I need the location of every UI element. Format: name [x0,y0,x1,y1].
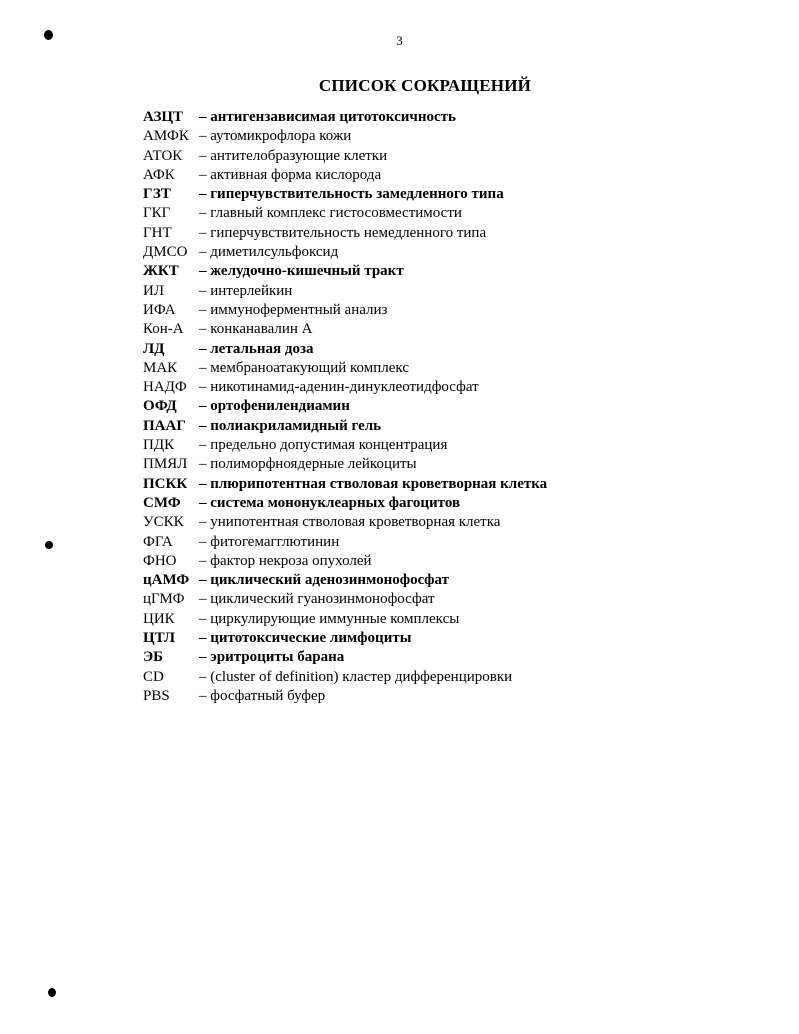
abbreviation-term: ФНО [143,552,177,569]
abbreviation-definition: – циркулирующие иммунные комплексы [199,610,460,627]
abbreviation-term: Кон-А [143,321,184,338]
abbreviation-term: ИФА [143,301,176,318]
abbreviation-term: ПААГ [143,417,186,434]
abbreviation-term: цГМФ [143,591,185,608]
abbreviation-row [143,475,743,494]
abbreviation-definition: – предельно допустимая концентрация [199,437,448,454]
abbreviation-term: АЗЦТ [143,109,184,125]
abbreviation-definition: – (cluster of definition) кластер дифференцировки [199,668,513,685]
punch-hole-mark [48,988,56,997]
page-number: 3 [396,33,403,48]
abbreviation-definition: – антителобразующие клетки [199,147,388,164]
abbreviation-definition: – фитогемагглютинин [199,533,340,550]
abbreviation-definition: – диметилсульфоксид [199,244,339,261]
abbreviation-definition: – мембраноатакующий комплекс [199,359,409,376]
abbreviation-definition: – активная форма кислорода [199,166,382,183]
abbreviation-row [143,436,743,455]
abbreviation-term: ПДК [143,437,175,454]
abbreviation-term: ЦТЛ [143,630,176,647]
abbreviation-row [143,340,743,359]
abbreviation-term: ИЛ [143,282,165,299]
abbreviation-row [143,224,743,243]
abbreviation-definition: – конканавалин А [199,321,313,338]
abbreviation-row [143,204,743,223]
abbreviation-definition: – аутомикрофлора кожи [199,128,352,145]
abbreviation-definition: – система мононуклеарных фагоцитов [199,494,461,511]
abbreviation-row [143,494,743,513]
abbreviation-row [143,282,743,301]
abbreviation-row [143,417,743,436]
abbreviation-term: АМФК [143,128,189,145]
abbreviation-term: PBS [143,687,170,704]
abbreviation-list [143,108,743,706]
abbreviation-definition: – гиперчувствительность замедленного типа [199,186,504,203]
abbreviation-row [143,127,743,146]
abbreviation-definition: – фактор некроза опухолей [199,552,372,569]
abbreviation-row [143,397,743,416]
abbreviation-definition: – желудочно-кишечный тракт [199,263,404,280]
abbreviation-term: ПСКК [143,475,188,492]
abbreviation-term: ПМЯЛ [143,456,188,473]
abbreviation-row [143,668,743,687]
abbreviation-term: ФГА [143,533,173,550]
abbreviation-row [143,610,743,629]
abbreviation-term: ГЗТ [143,186,171,203]
abbreviation-definition: – циклический аденозинмонофосфат [199,572,449,589]
abbreviation-row [143,648,743,667]
abbreviation-term: НАДФ [143,379,187,396]
abbreviation-definition: – плюрипотентная стволовая кроветворная клетка [199,475,548,492]
abbreviation-term: ЭБ [143,649,164,666]
abbreviation-term: ОФД [143,398,177,415]
abbreviation-row [143,185,743,204]
abbreviation-row [143,320,743,339]
abbreviation-row [143,147,743,166]
abbreviation-definition: – никотинамид-аденин-динуклеотидфосфат [199,379,479,396]
abbreviation-term: МАК [143,359,178,376]
abbreviation-row [143,301,743,320]
abbreviation-definition: – унипотентная стволовая кроветворная клетка [199,514,501,531]
abbreviation-row [143,108,743,127]
abbreviation-definition: – полиморфноядерные лейкоциты [199,456,417,473]
abbreviation-term: СМФ [143,494,181,511]
abbreviation-definition: – интерлейкин [199,282,293,299]
abbreviation-row [143,455,743,474]
abbreviation-term: ГКГ [143,205,171,222]
abbreviation-term: CD [143,668,164,685]
abbreviation-definition: – главный комплекс гистосовместимости [199,205,462,222]
abbreviation-definition: – полиакриламидный гель [199,417,382,434]
abbreviation-row [143,590,743,609]
abbreviation-row [143,552,743,571]
punch-hole-mark [45,541,53,549]
abbreviation-definition: – цитотоксические лимфоциты [199,630,412,647]
abbreviation-row [143,533,743,552]
abbreviation-row [143,166,743,185]
abbreviation-definition: – ортофенилендиамин [199,398,350,415]
page-title: СПИСОК СОКРАЩЕНИЙ [318,76,532,95]
abbreviation-term: ЛД [143,340,165,357]
abbreviation-term: УСКК [143,514,184,531]
abbreviation-definition: – циклический гуанозинмонофосфат [199,591,435,608]
abbreviation-row [143,243,743,262]
abbreviation-row [143,513,743,532]
abbreviation-term: ЦИК [143,610,175,627]
abbreviation-row [143,359,743,378]
abbreviation-row [143,687,743,706]
abbreviation-row [143,571,743,590]
abbreviation-definition: – иммуноферментный анализ [199,301,388,318]
abbreviation-definition: – летальная доза [199,340,314,357]
abbreviation-term: цАМФ [143,572,190,589]
abbreviation-definition: – эритроциты барана [199,649,345,666]
abbreviation-term: ЖКТ [143,263,179,280]
abbreviation-definition: – антигензависимая цитотоксичность [199,109,456,125]
abbreviation-row [143,629,743,648]
abbreviation-row [143,262,743,281]
abbreviation-term: АФК [143,166,175,183]
abbreviation-definition: – гиперчувствительность немедленного типа [199,224,487,241]
abbreviation-term: ГНТ [143,224,172,241]
abbreviation-term: ДМСО [143,244,188,261]
abbreviation-row [143,378,743,397]
abbreviation-definition: – фосфатный буфер [199,687,326,704]
abbreviation-term: АТОК [143,147,183,164]
